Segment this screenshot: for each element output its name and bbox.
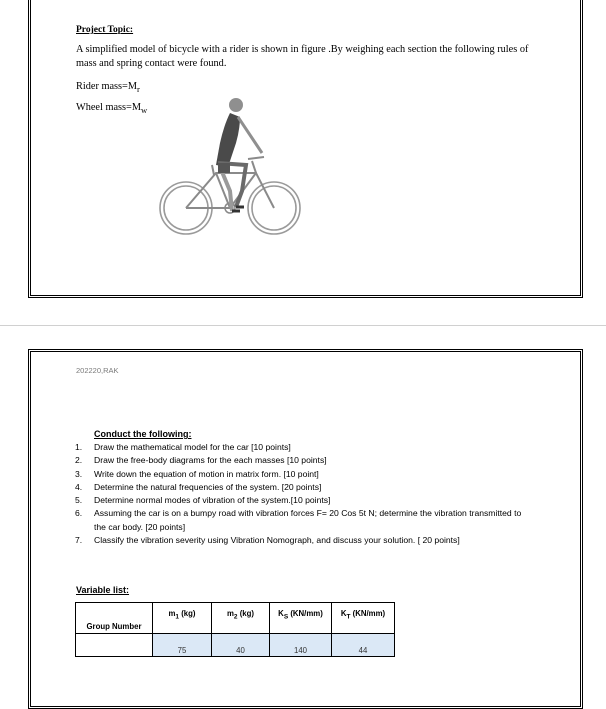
project-topic-heading: Project Topic:	[76, 25, 134, 35]
header-m1: $m_1$ (kg)	[153, 603, 212, 634]
task-item: 4. Determine the natural frequencies of the system. [20 points]	[75, 481, 322, 492]
page-separator	[0, 325, 606, 326]
variable-table	[75, 602, 395, 657]
wheel-mass-label: Wheel $mass=M_w$	[76, 102, 148, 116]
assignment-page	[28, 349, 583, 709]
course-code: 202220,RAK	[76, 366, 119, 375]
cell-kt: 44	[332, 634, 395, 657]
task-item: 7. Classify the vibration severity using Vibration Nomograph, and discuss your solution. [ 20 points]	[75, 535, 460, 546]
cell-group-number	[76, 634, 153, 657]
header-group-number: Group Number	[76, 603, 153, 634]
project-intro-text: A simplified model of bicycle with a rider is shown in figure .By weighing each section the following rules of mass and spring contact were found.	[76, 44, 529, 69]
task-item: 2. Draw the free-body diagrams for the each masses [10 points]	[75, 455, 327, 466]
task-item: 5. Determine normal modes of vibration of the system.[10 points]	[75, 495, 331, 506]
bicycle-rider-figure	[158, 95, 303, 240]
cell-ks: 140	[270, 634, 332, 657]
cell-m2: 40	[212, 634, 270, 657]
task-list	[75, 441, 525, 547]
task-item: 6. Assuming the car is on a bumpy road with vibration forces F= 20 Cos 5t N; determine the vibration transmitted to the car body. [20 points]	[75, 508, 522, 532]
variable-list-heading: Variable list:	[76, 585, 130, 595]
table-row	[76, 634, 395, 657]
header-m2: $m_2$ (kg)	[212, 603, 270, 634]
header-kt: $K_T$ (KN/mm)	[332, 603, 395, 634]
table-header-row	[76, 603, 395, 634]
conduct-heading: Conduct the following:	[94, 429, 192, 439]
project-page	[28, 0, 583, 298]
rider-mass-label: Rider $mass=M_r$	[76, 81, 140, 95]
header-ks: $K_S$ (KN/mm)	[270, 603, 332, 634]
rider-figure	[216, 98, 262, 211]
task-item: 1. Draw the mathematical model for the car [10 points]	[75, 442, 291, 452]
cell-m1: 75	[153, 634, 212, 657]
task-item: 3. Write down the equation of motion in matrix form. [10 point]	[75, 468, 319, 479]
